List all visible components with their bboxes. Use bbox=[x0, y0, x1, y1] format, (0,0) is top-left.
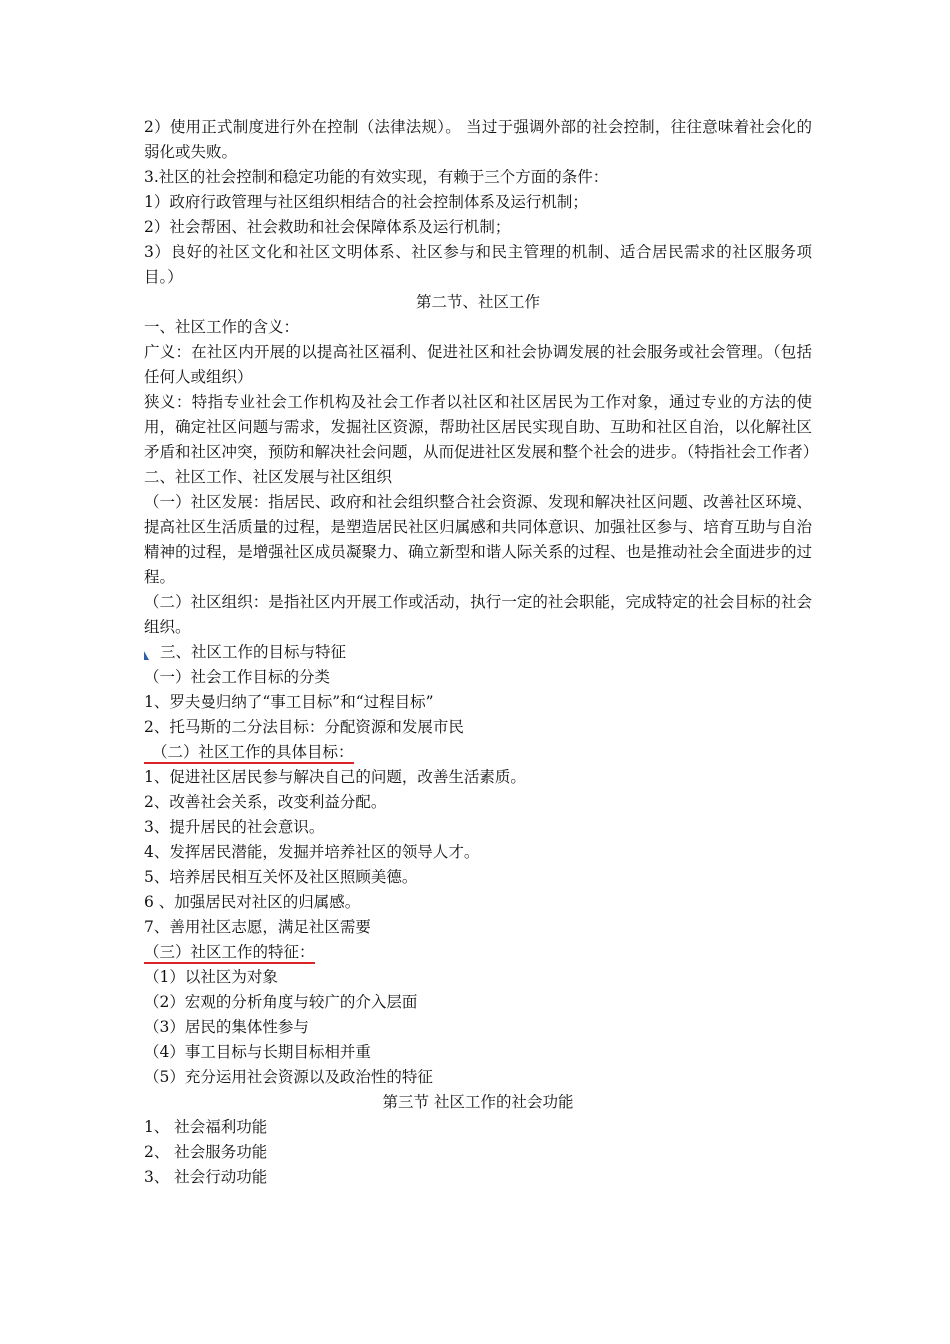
list-item: （2）宏观的分析角度与较广的介入层面 bbox=[144, 993, 418, 1011]
list-item: 2）社会帮困、社会救助和社会保障体系及运行机制； bbox=[144, 218, 511, 236]
paragraph: 2）使用正式制度进行外在控制（法律法规）。 当过于强调外部的社会控制，往往意味着社会化的弱化或失败。 bbox=[144, 118, 812, 161]
subheading: 一、社区工作的含义： bbox=[144, 318, 300, 336]
subheading bbox=[144, 640, 812, 665]
document-page bbox=[144, 115, 819, 1190]
list-item: 3）良好的社区文化和社区文明体系、社区参与和民主管理的机制、适合居民需求的社区服务项目。） bbox=[144, 243, 812, 286]
paragraph: 3.社区的社会控制和稳定功能的有效实现，有赖于三个方面的条件： bbox=[144, 168, 609, 186]
list-item: 1、罗夫曼归纳了“事工目标”和“过程目标” bbox=[144, 693, 434, 711]
paragraph: 狭义：特指专业社会工作机构及社会工作者以社区和社区居民为工作对象，通过专业的方法的使用，确定社区问题与需求，发掘社区资源，帮助社区居民实现自助、互助和社区自治，以化解社区矛盾和社区冲突，预防和解决社会问题，从而促进社区发展和整个社会的进步。（特指社会工作者） bbox=[144, 393, 819, 461]
underlined-subheading: （三）社区工作的特征： bbox=[144, 942, 315, 964]
triangle-marker-icon bbox=[144, 644, 149, 660]
list-item: （4）事工目标与长期目标相并重 bbox=[144, 1043, 371, 1061]
list-item: （5）充分运用社会资源以及政治性的特征 bbox=[144, 1068, 433, 1086]
list-item: 3、 社会行动功能 bbox=[144, 1168, 268, 1186]
list-item: （3）居民的集体性参与 bbox=[144, 1018, 309, 1036]
list-item: 1、 社会福利功能 bbox=[144, 1118, 268, 1136]
list-item: 7、善用社区志愿，满足社区需要 bbox=[144, 918, 371, 936]
list-item: 6 、加强居民对社区的归属感。 bbox=[144, 893, 361, 911]
section-heading: 第三节 社区工作的社会功能 bbox=[382, 1093, 574, 1111]
underlined-subheading: （二）社区工作的具体目标： bbox=[144, 742, 354, 764]
paragraph: （一）社区发展：指居民、政府和社会组织整合社会资源、发现和解决社区问题、改善社区环境、提高社区生活质量的过程，是塑造居民社区归属感和共同体意识、加强社区参与、培育互助与自治精神的过程，是增强社区成员凝聚力、确立新型和谐人际关系的过程、也是推动社会全面进步的过程。 bbox=[144, 493, 812, 586]
subheading: 二、社区工作、社区发展与社区组织 bbox=[144, 468, 393, 486]
list-item: 5、培养居民相互关怀及社区照顾美德。 bbox=[144, 868, 418, 886]
list-item: 4、发挥居民潜能，发掘并培养社区的领导人才。 bbox=[144, 843, 480, 861]
list-item: 1）政府行政管理与社区组织相结合的社会控制体系及运行机制； bbox=[144, 193, 588, 211]
list-item: 3、提升居民的社会意识。 bbox=[144, 818, 325, 836]
list-item: 2、 社会服务功能 bbox=[144, 1143, 268, 1161]
subheading-text: 三、社区工作的目标与特征 bbox=[160, 643, 347, 661]
paragraph: 广义：在社区内开展的以提高社区福利、促进社区和社会协调发展的社会服务或社会管理。（包括任何人或组织） bbox=[144, 343, 812, 386]
list-item: 2、托马斯的二分法目标：分配资源和发展市民 bbox=[144, 718, 464, 736]
list-item: （1）以社区为对象 bbox=[144, 968, 278, 986]
section-heading: 第二节、社区工作 bbox=[415, 293, 540, 311]
subheading bbox=[144, 740, 812, 765]
subheading bbox=[144, 940, 812, 965]
list-item: 1、促进社区居民参与解决自己的问题，改善生活素质。 bbox=[144, 768, 526, 786]
subheading: （一）社会工作目标的分类 bbox=[144, 668, 331, 686]
paragraph: （二）社区组织：是指社区内开展工作或活动，执行一定的社会职能，完成特定的社会目标的社会组织。 bbox=[144, 593, 812, 636]
list-item: 2、改善社会关系，改变利益分配。 bbox=[144, 793, 387, 811]
